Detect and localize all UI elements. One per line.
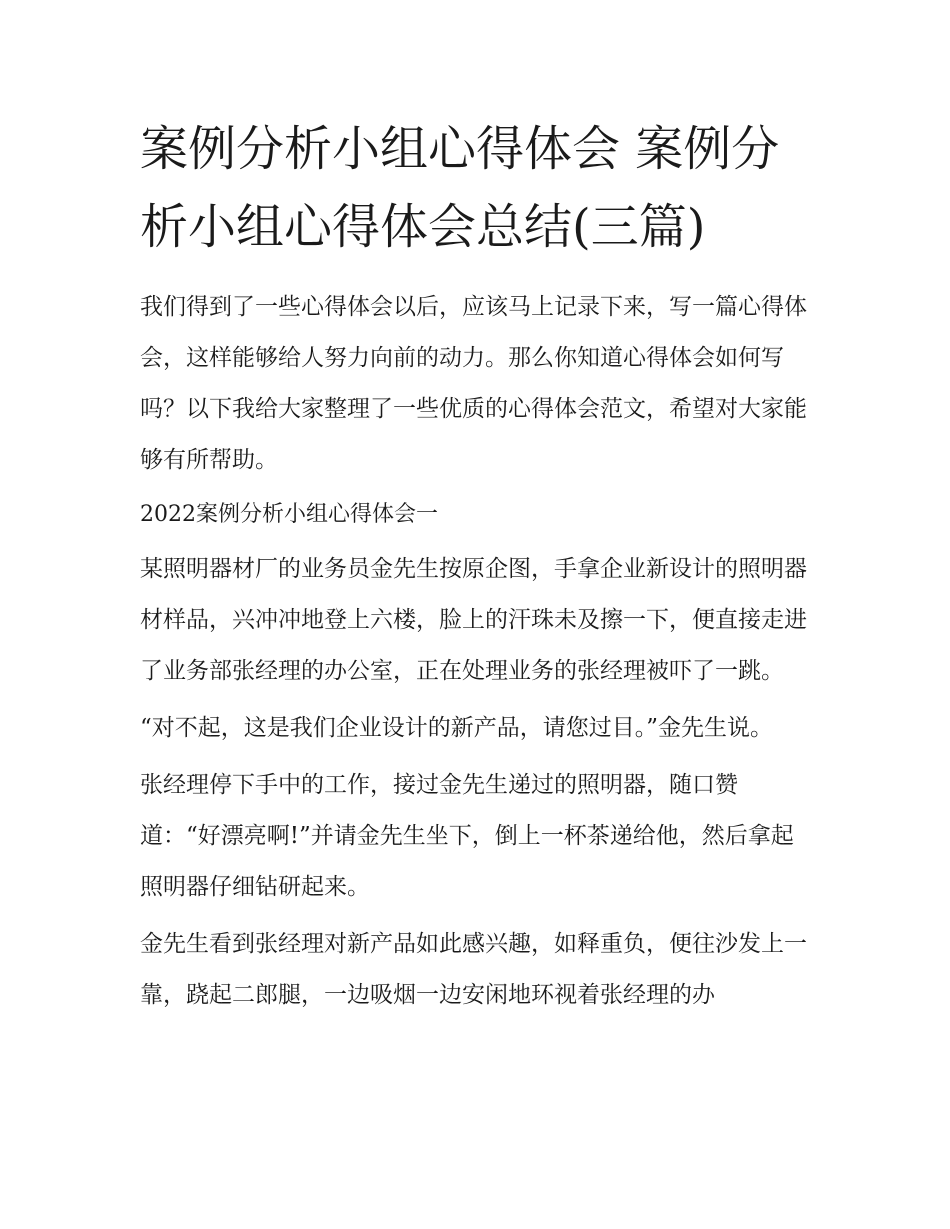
section-heading: 2022案例分析小组心得体会一 <box>140 502 438 527</box>
intro-paragraph: 我们得到了一些心得体会以后，应该马上记录下来，写一篇心得体会，这样能够给人努力向前的动力。那么你知道心得体会如何写吗？以下我给大家整理了一些优质的心得体会范文，希望对大家能够有所帮助。 <box>140 294 807 473</box>
story-paragraph-4: 金先生看到张经理对新产品如此感兴趣，如释重负，便往沙发上一靠，跷起二郎腿，一边吸烟一边安闲地环视着张经理的办 <box>140 931 807 1008</box>
story-paragraph-3: 张经理停下手中的工作，接过金先生递过的照明器，随口赞道：“好漂亮啊!”并请金先生坐下，倒上一杯茶递给他，然后拿起照明器仔细钻研起来。 <box>140 772 794 900</box>
story-paragraph-1: 某照明器材厂的业务员金先生按原企图，手拿企业新设计的照明器材样品，兴冲冲地登上六楼，脸上的汗珠未及擦一下，便直接走进了业务部张经理的办公室，正在处理业务的张经理被吓了一跳。 <box>140 556 807 684</box>
document-page <box>140 110 815 1027</box>
document-title: 案例分析小组心得体会 案例分析小组心得体会总结(三篇) <box>140 121 780 255</box>
story-paragraph-2: “对不起，这是我们企业设计的新产品，请您过目。”金先生说。 <box>140 715 774 741</box>
